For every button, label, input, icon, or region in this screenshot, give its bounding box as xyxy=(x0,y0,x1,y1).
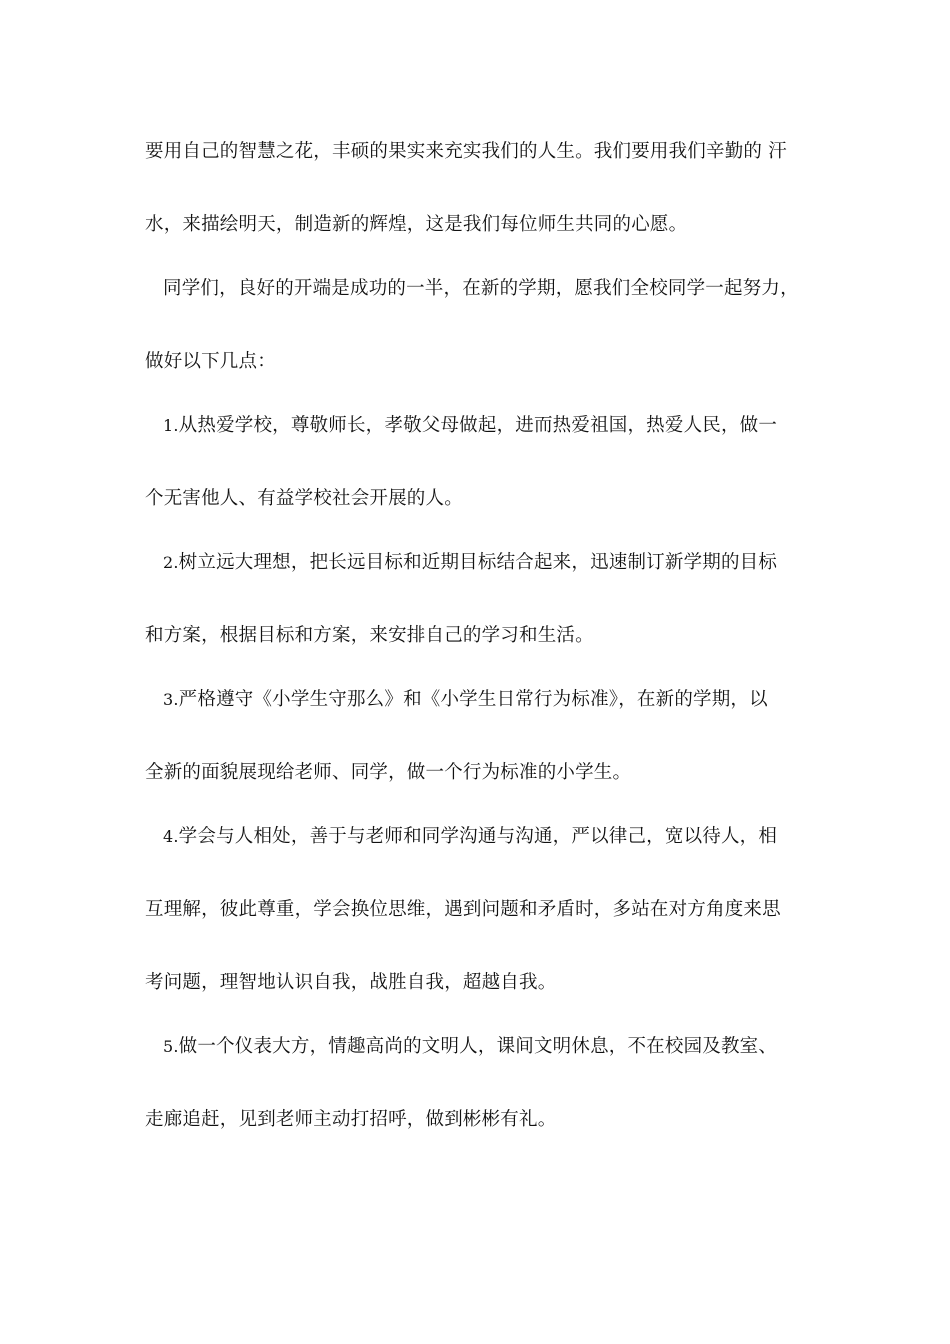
line-text: 走廊追赶，见到老师主动打招呼，做到彬彬有礼。 xyxy=(145,1109,557,1130)
list-number: 2. xyxy=(163,553,179,572)
paragraph-line xyxy=(145,139,810,165)
paragraph-line xyxy=(145,897,810,923)
list-number: 4. xyxy=(163,827,179,846)
line-text: 从热爱学校，尊敬师长，孝敬父母做起，进而热爱祖国，热爱人民，做一 xyxy=(178,415,778,436)
list-item-4 xyxy=(163,824,828,850)
line-text: 全新的面貌展现给老师、同学，做一个行为标准的小学生。 xyxy=(145,762,632,783)
list-item-3 xyxy=(163,687,828,713)
paragraph-line xyxy=(145,349,810,375)
line-text: 学会与人相处，善于与老师和同学沟通与沟通，严以律己，宽以待人，相 xyxy=(178,826,778,847)
list-number: 3. xyxy=(163,690,179,709)
line-text: 水，来描绘明天，制造新的辉煌，这是我们每位师生共同的心愿。 xyxy=(145,214,688,235)
paragraph-line xyxy=(145,760,810,786)
list-number: 1. xyxy=(163,416,179,435)
line-text: 做好以下几点： xyxy=(145,351,276,372)
paragraph-line xyxy=(145,1107,810,1133)
paragraph-line xyxy=(145,623,810,649)
line-text: 做一个仪表大方，情趣高尚的文明人，课间文明休息，不在校园及教室、 xyxy=(178,1036,778,1057)
line-text: 考问题，理智地认识自我，战胜自我，超越自我。 xyxy=(145,972,557,993)
line-text: 个无害他人、有益学校社会开展的人。 xyxy=(145,488,463,509)
line-text: 要用自己的智慧之花，丰硕的果实来充实我们的人生。我们要用我们辛勤的 汗 xyxy=(145,141,787,162)
paragraph-line xyxy=(145,486,810,512)
paragraph-line xyxy=(163,276,828,302)
line-text: 严格遵守《小学生守那么》和《小学生日常行为标准》，在新的学期，以 xyxy=(178,689,768,710)
line-text: 同学们，良好的开端是成功的一半，在新的学期，愿我们全校同学一起努力， xyxy=(163,278,799,299)
paragraph-line xyxy=(145,212,810,238)
line-text: 互理解，彼此尊重，学会换位思维，遇到问题和矛盾时，多站在对方角度来思 xyxy=(145,899,781,920)
line-text: 和方案，根据目标和方案，来安排自己的学习和生活。 xyxy=(145,625,594,646)
list-number: 5. xyxy=(163,1037,179,1056)
list-item-2 xyxy=(163,550,828,576)
list-item-5 xyxy=(163,1034,828,1060)
list-item-1 xyxy=(163,413,828,439)
line-text: 树立远大理想，把长远目标和近期目标结合起来，迅速制订新学期的目标 xyxy=(178,552,778,573)
paragraph-line xyxy=(145,970,810,996)
